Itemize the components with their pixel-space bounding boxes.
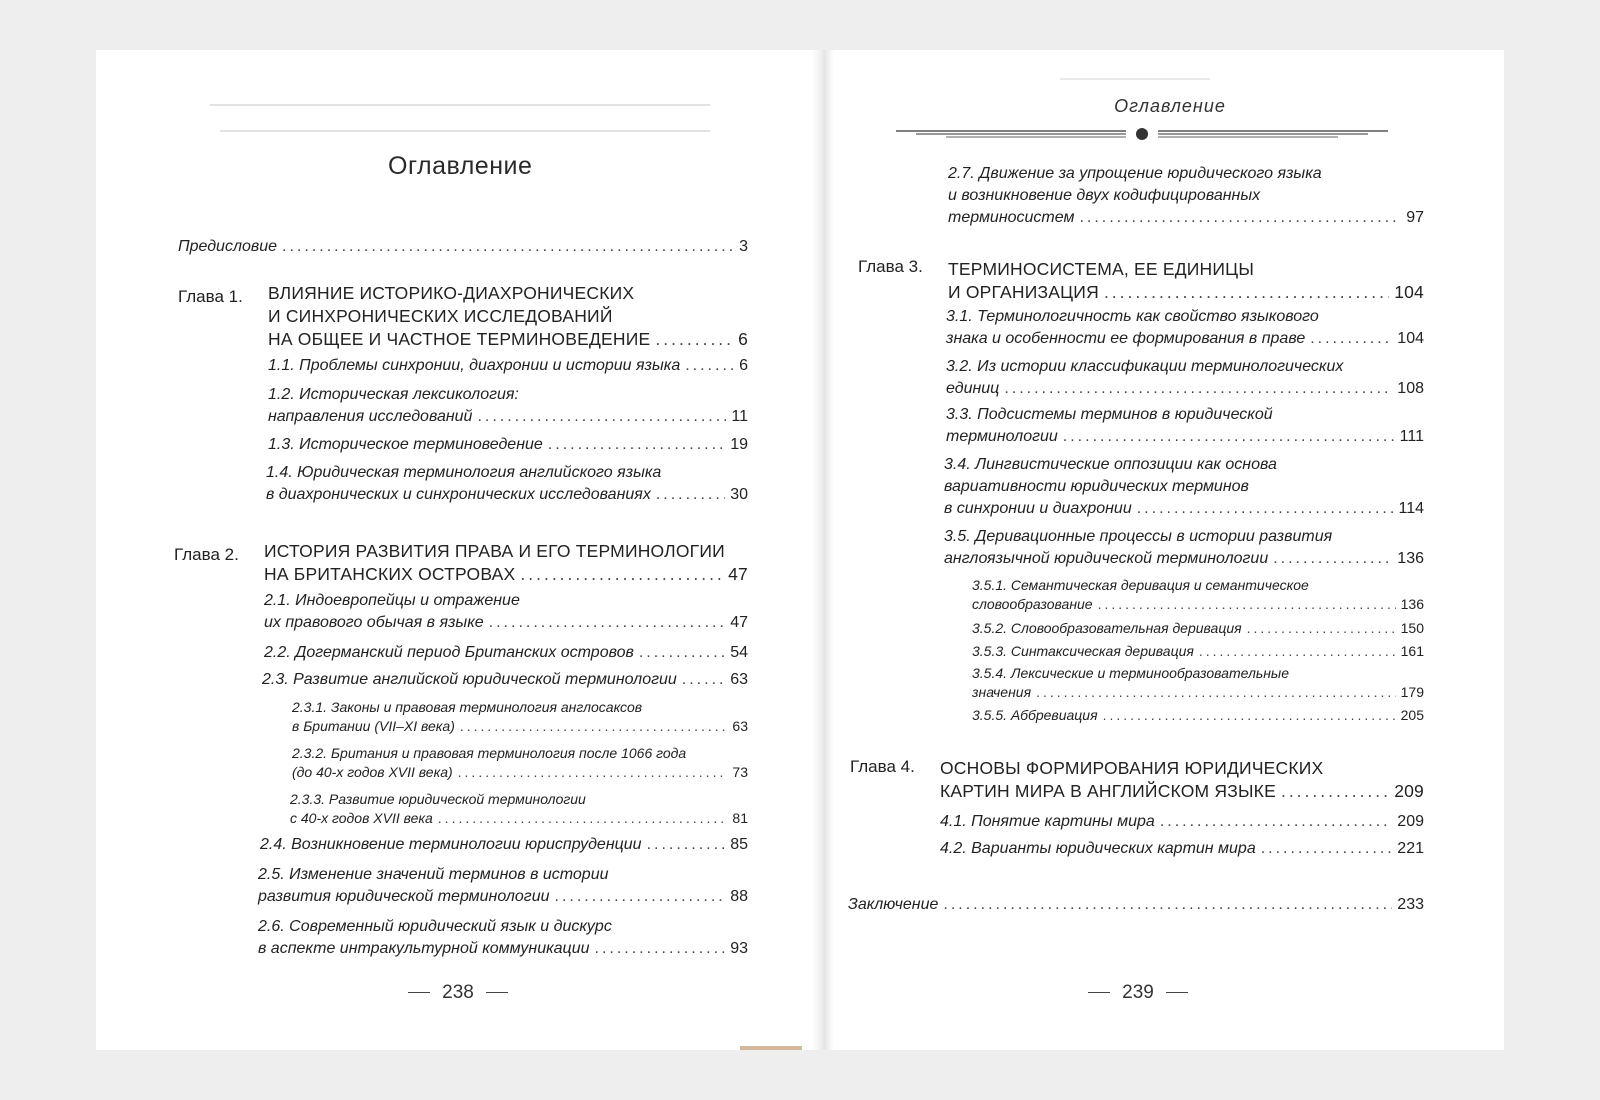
toc-subentry[interactable] [972,642,1424,661]
entry-text: англоязычной юридической терминологии [944,550,1269,567]
entry-text: 2.3. Развитие английской юридической терминологии [262,671,677,688]
leader-dots [477,406,726,428]
entry-text: 4.1. Понятие картины мира [940,813,1155,830]
show-through-line [210,104,710,106]
page-number: 73 [732,764,748,780]
entry-text: знака и особенности ее формирования в праве [946,330,1306,347]
show-through-line [220,130,710,132]
toc-entry[interactable] [944,526,1424,570]
entry-text: в аспекте интракультурной коммуникации [258,940,590,957]
page-number: 88 [730,888,748,905]
entry-text: 3.5.2. Словообразовательная деривация [972,620,1242,636]
leader-dots [489,612,726,634]
page-number: 221 [1397,840,1424,857]
leader-dots [1273,548,1392,570]
page-number: 63 [730,671,748,688]
entry-line: ОСНОВЫ ФОРМИРОВАНИЯ ЮРИДИЧЕСКИХ [940,758,1324,778]
toc-entry[interactable] [268,434,748,456]
chapter-label: Глава 1. [178,287,243,306]
toc-entry[interactable] [940,811,1424,833]
entry-line: 2.3.1. Законы и правовая терминология англосаксов [292,699,643,715]
page-number: 136 [1397,550,1424,567]
page-number: 205 [1400,707,1424,723]
page-number-footer [1058,982,1218,1004]
page-number: 30 [730,486,748,503]
show-through-line [1060,78,1210,80]
leader-dots [1004,378,1392,400]
chapter-label: Глава 4. [850,757,915,776]
chapter-label: Глава 2. [174,545,239,564]
toc-chapter[interactable] [940,757,1424,803]
toc-entry[interactable] [948,163,1424,229]
toc-entry[interactable] [266,462,748,506]
entry-text: 3.5.3. Синтаксическая деривация [972,643,1194,659]
leader-dots [555,886,726,908]
toc-subentry[interactable] [290,790,748,828]
page-number: 97 [1406,209,1424,226]
entry-text: КАРТИН МИРА В АНГЛИЙСКОМ ЯЗЫКЕ [940,781,1276,801]
leader-dots [682,669,725,691]
entry-text: 1.1. Проблемы синхронии, диахронии и истории языка [268,357,681,374]
toc-subentry[interactable] [972,664,1424,702]
leader-dots [1261,838,1393,860]
entry-line: 3.5.4. Лексические и терминообразовательные [972,665,1289,681]
leader-dots [1103,706,1396,725]
toc-entry[interactable] [268,355,748,377]
ornament-divider [896,125,1388,141]
toc-entry[interactable] [268,384,748,428]
entry-line: вариативности юридических терминов [944,478,1249,495]
page-number: 104 [1397,330,1424,347]
page-title: Оглавление [388,152,533,180]
leader-dots [548,434,725,456]
leader-dots [1310,328,1392,350]
entry-text: 2.4. Возникновение терминологии юриспруденции [260,836,642,853]
page-number: 11 [731,408,748,425]
leader-dots [595,938,726,960]
entry-text: в синхронии и диахронии [944,500,1132,517]
leader-dots [1098,595,1396,614]
page-number-footer [378,982,538,1004]
page-number: 150 [1400,620,1424,636]
toc-entry[interactable] [178,236,748,258]
leader-dots [655,328,733,351]
entry-line: ТЕРМИНОСИСТЕМА, ЕЕ ЕДИНИЦЫ [948,259,1255,279]
entry-text: значения [972,684,1032,700]
entry-line: 2.3.3. Развитие юридической терминологии [290,791,586,807]
leader-dots [458,763,728,782]
toc-chapter[interactable] [948,258,1424,304]
entry-text: НА ОБЩЕЕ И ЧАСТНОЕ ТЕРМИНОВЕДЕНИЕ [268,329,651,349]
leader-dots [685,355,734,377]
entry-text: НА БРИТАНСКИХ ОСТРОВАХ [264,564,516,584]
page-number: 161 [1400,643,1424,659]
page-number: 47 [728,564,748,584]
page-number: 6 [738,329,748,349]
toc-subentry[interactable] [292,744,748,782]
leader-dots [1036,683,1396,702]
toc-entry[interactable] [946,404,1424,448]
entry-text: 2.2. Догерманский период Британских островов [264,644,634,661]
entry-line: 3.1. Терминологичность как свойство языкового [946,308,1319,325]
entry-text: с 40-х годов XVII века [290,810,433,826]
page-number: 209 [1394,781,1424,801]
book-spine [812,50,834,1050]
entry-line: ИСТОРИЯ РАЗВИТИЯ ПРАВА И ЕГО ТЕРМИНОЛОГИИ [264,541,725,561]
entry-line: 3.4. Лингвистические оппозиции как основа [944,456,1277,473]
page-number: 93 [730,940,748,957]
entry-text: 4.2. Варианты юридических картин мира [940,840,1256,857]
page-number: 179 [1400,684,1424,700]
entry-text: единиц [946,380,1000,397]
leader-dots [943,894,1392,916]
page-number: 209 [1397,813,1424,830]
entry-line: 3.5.1. Семантическая деривация и семантическое [972,577,1309,593]
leader-dots [1199,642,1396,661]
entry-line: 2.7. Движение за упрощение юридического языка [948,165,1322,182]
toc-subentry[interactable] [972,706,1424,725]
page-number: 47 [730,614,748,631]
page-number: 19 [730,436,748,453]
toc-entry[interactable] [264,590,748,634]
page-number: 81 [732,810,748,826]
leader-dots [1063,426,1395,448]
toc-chapter[interactable] [268,282,748,351]
chapter-label: Глава 3. [858,257,923,276]
toc-entry[interactable] [262,669,748,691]
entry-line: 1.2. Историческая лексикология: [268,386,519,403]
leader-dots [438,809,728,828]
entry-text: Предисловие [178,238,278,255]
entry-line: 2.5. Изменение значений терминов в истории [258,866,609,883]
page-number: 136 [1400,596,1424,612]
toc-entry[interactable] [946,356,1424,400]
entry-text: развития юридической терминологии [258,888,550,905]
toc-entry[interactable] [260,834,748,856]
entry-line: 2.6. Современный юридический язык и дискурс [258,918,612,935]
leader-dots [1079,207,1401,229]
toc-entry[interactable] [258,864,748,908]
leader-dots [460,717,728,736]
leader-dots [1104,281,1389,304]
entry-text: словообразование [972,596,1093,612]
entry-text: (до 40-х годов XVII века) [292,764,453,780]
entry-line: 3.5. Деривационные процессы в истории развития [944,528,1333,545]
entry-line: ВЛИЯНИЕ ИСТОРИКО-ДИАХРОНИЧЕСКИХ [268,283,635,303]
entry-text: их правового обычая в языке [264,614,484,631]
entry-text: направления исследований [268,408,473,425]
toc-subentry[interactable] [972,576,1424,614]
toc-entry[interactable] [946,306,1424,350]
page-number: 114 [1398,500,1424,517]
page-number: 3 [739,238,748,255]
toc-entry[interactable] [940,838,1424,860]
page-number: 54 [730,644,748,661]
entry-text: в диахронических и синхронических исследованиях [266,486,651,503]
toc-subentry[interactable] [292,698,748,736]
toc-chapter[interactable] [264,540,748,586]
toc-entry[interactable] [944,454,1424,520]
page-number: 233 [1397,896,1424,913]
entry-text: терминологии [946,428,1058,445]
page-number: 108 [1397,380,1424,397]
running-head: Оглавление [1114,96,1226,116]
leader-dots [1281,780,1389,803]
leader-dots [1247,619,1396,638]
spine-edge [740,1046,802,1050]
leader-dots [639,642,725,664]
folio-number: 238 [442,982,474,1003]
page-number: 111 [1399,428,1424,445]
toc-entry[interactable] [848,894,1424,916]
entry-line: 3.2. Из истории классификации терминологических [946,358,1344,375]
entry-line: И СИНХРОНИЧЕСКИХ ИССЛЕДОВАНИЙ [268,306,613,326]
entry-text: И ОРГАНИЗАЦИЯ [948,282,1099,302]
page-number: 6 [739,357,748,374]
leader-dots [520,563,723,586]
entry-text: Заключение [848,896,939,913]
folio-number: 239 [1122,982,1154,1003]
entry-text: в Британии (VII–XI века) [292,718,455,734]
toc-subentry[interactable] [972,619,1424,638]
leader-dots [1160,811,1392,833]
entry-line: 2.3.2. Британия и правовая терминология после 1066 года [292,745,687,761]
entry-text: 3.5.5. Аббревиация [972,707,1098,723]
page-number: 104 [1394,282,1424,302]
entry-line: 3.3. Подсистемы терминов в юридической [946,406,1273,423]
entry-line: 2.1. Индоевропейцы и отражение [264,592,520,609]
entry-line: и возникновение двух кодифицированных [948,187,1261,204]
toc-entry[interactable] [258,916,748,960]
entry-line: 1.4. Юридическая терминология английского языка [266,464,662,481]
page-number: 85 [730,836,748,853]
leader-dots [647,834,726,856]
entry-text: терминосистем [948,209,1075,226]
entry-text: 1.3. Историческое терминоведение [268,436,543,453]
page-number: 63 [732,718,748,734]
leader-dots [282,236,734,258]
toc-entry[interactable] [264,642,748,664]
leader-dots [1137,498,1394,520]
leader-dots [656,484,725,506]
